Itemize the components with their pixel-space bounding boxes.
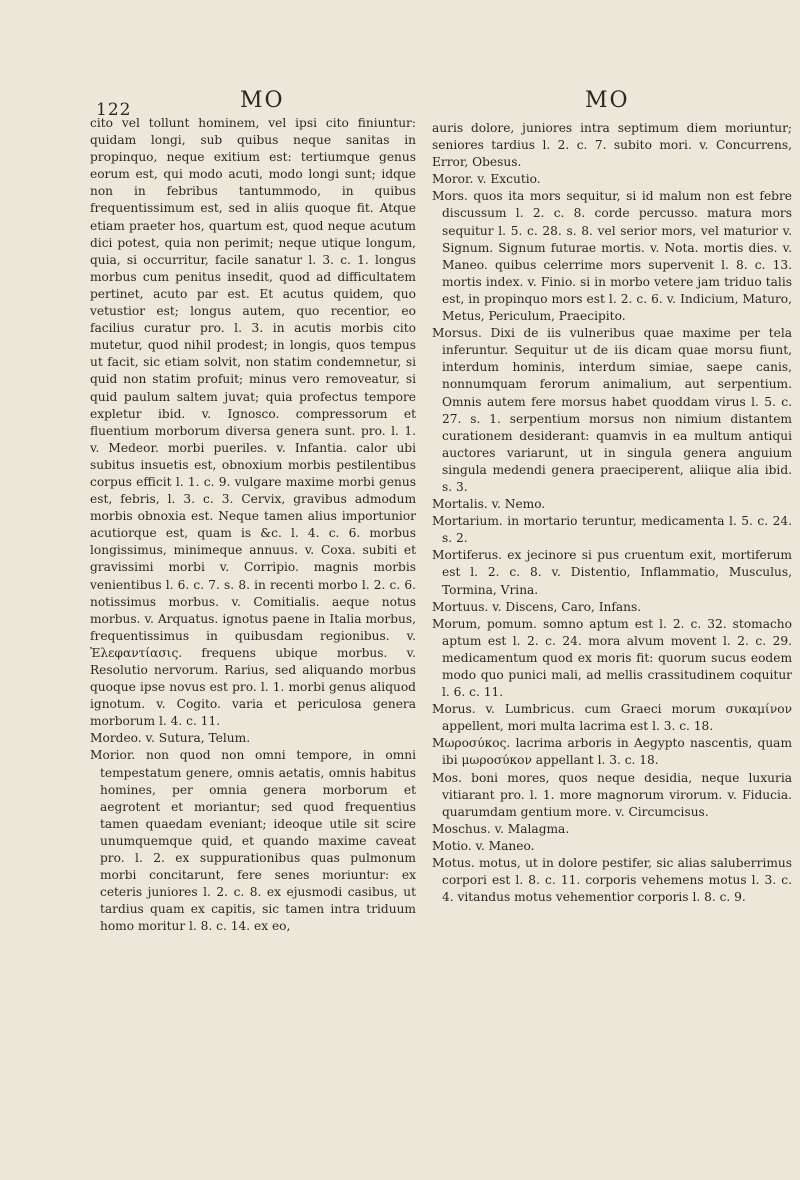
- running-header-right: MO: [585, 88, 630, 113]
- right-column-entry: Morsus. Dixi de iis vulneribus quae maxime per tela inferuntur. Sequitur ut de iis dicam quae morsu fiunt, interdum hominis, interdum simiae, saepe canis, nonnumquam ferorum animalium, aut serpentium. Omnis autem fere morsus habet quoddam virus l. 5. c. 27. s. 1. serpentium morsus non nimium distantem curationem desiderant: quamvis in ea multum antiqui auctores variarunt, ut in singula genera anguium singula medendi genera praeciperent, aliique alia ibid. s. 3.: [432, 326, 792, 494]
- right-column-entry: Mortuus. v. Discens, Caro, Infans.: [432, 599, 642, 614]
- left-column: [90, 115, 416, 936]
- right-column-entry: Moschus. v. Malagma.: [432, 821, 570, 836]
- running-header-left: MO: [240, 88, 285, 113]
- left-column-entry: cito vel tollunt hominem, vel ipsi cito finiuntur: quidam longi, sub quibus neque sanitas in propinquo, neque exitium est: tertiumque genus eorum est, qui modo acuti, modo longi sunt; idque non in febribus tantummodo, in quibus frequentissimum est, sed in aliis quoque fit. Atque etiam praeter hos, quartum est, quod neque acutum dici potest, quia non perimit; neque utique longum, quia, si occurritur, facile sanatur l. 3. c. 1. longus morbus cum penitus insedit, quod ad difficultatem pertinet, acuto par est. Et acutus quidem, quo vetustior est; longus autem, quo recentior, eo facilius curatur pro. l. 3. in acutis morbis cito mutetur, quod nihil prodest; in longis, quos tempus ut facit, sic etiam solvit, non statim condemnetur, si quid non statim profuit; minus vero removeatur, si quid paulum saltem juvat; quia profectus tempore expletur ibid. v. Ignosco. compressorum et fluentium morborum diversa genera sunt. pro. l. 1. v. Medeor. morbi pueriles. v. Infantia. calor ubi subitus insuetis est, obnoxium morbis pestilentibus corpus efficit l. 1. c. 9. vulgare maxime morbi genus est, febris, l. 3. c. 3. Cervix, gravibus admodum morbis obnoxia est. Neque tamen alius importunior acutiorque est, quam is &c. l. 4. c. 6. morbus longissimus, minimeque annuus. v. Coxa. subiti et gravissimi morbi v. Corripio. magnis morbis venientibus l. 6. c. 7. s. 8. in recenti morbo l. 2. c. 6. notissimus morbus. v. Comitialis. aeque notus morbus. v. Arquatus. ignotus paene in Italia morbus, frequentissimus in quibusdam regionibus. v. Ἐλεφαντίασις. frequens ubique morbus. v. Resolutio nervorum. Rarius, sed aliquando morbus quoque ipse novus est pro. l. 1. morbi genus aliquod ignotum. v. Cogito. varia et periculosa genera morborum l. 4. c. 11.: [90, 116, 416, 729]
- left-column-entry: Morior. non quod non omni tempore, in omni tempestatum genere, omnis aetatis, omnis habitus homines, per omnia genera morborum et aegrotent et moriantur; sed quod frequentius tamen quaedam eveniant; ideoque utile sit scire unumquemque quid, et quando maxime caveat pro. l. 2. ex suppurationibus quas pulmonum morbi concitarunt, fere senes moriuntur: ex ceteris juniores l. 2. c. 8. ex ejusmodi casibus, ut tardius quam ex capitis, sic tamen intra triduum homo moritur l. 8. c. 14. ex eo,: [90, 748, 416, 934]
- right-column-entry: Mortarium. in mortario teruntur, medicamenta l. 5. c. 24. s. 2.: [432, 514, 792, 546]
- right-column-entry: Motio. v. Maneo.: [432, 838, 535, 853]
- right-column-entry: Mors. quos ita mors sequitur, si id malum non est febre discussum l. 2. c. 8. corde percusso. matura mors sequitur l. 5. c. 28. s. 8. vel serior mors, vel maturior v. Signum. Signum futurae mortis. v. Nota. mortis dies. v. Maneo. quibus celerrime mors supervenit l. 8. c. 13. mortis index. v. Finio. si in morbo vetere jam triduo talis est, in propinquo mors est l. 2. c. 6. v. Indicium, Maturo, Metus, Periculum, Praecipito.: [432, 189, 792, 324]
- right-column-entry: Motus. motus, ut in dolore pestifer, sic alias saluberrimus corpori est l. 8. c. 11. corporis vehemens motus l. 3. c. 4. vitandus motus vehementior corporis l. 8. c. 9.: [432, 856, 792, 905]
- right-column-entry: Morus. v. Lumbricus. cum Graeci morum συκαμίνον appellent, mori multa lacrima est l. 3. c. 18.: [432, 702, 792, 734]
- right-column-entry: Mos. boni mores, quos neque desidia, neque luxuria vitiarant pro. l. 1. more magnorum virorum. v. Fiducia. quarumdam gentium more. v. Circumcisus.: [432, 770, 792, 819]
- right-column-entry: Morum, pomum. somno aptum est l. 2. c. 32. stomacho aptum est l. 2. c. 24. mora alvum movent l. 2. c. 29. medicamentum quod ex moris fit: quorum sucus eodem modo quo punici mali, ad mellis crassitudinem coquitur l. 6. c. 11.: [432, 616, 792, 700]
- page-number: 122: [96, 100, 132, 120]
- left-column-entry: Mordeo. v. Sutura, Telum.: [90, 731, 251, 746]
- right-column: [432, 120, 792, 906]
- right-column-entry: Mortiferus. ex jecinore si pus cruentum exit, mortiferum est l. 2. c. 8. v. Distentio, Inflammatio, Musculus, Tormina, Vrina.: [432, 548, 792, 597]
- right-column-entry: Mortalis. v. Nemo.: [432, 497, 546, 512]
- right-column-entry: auris dolore, juniores intra septimum diem moriuntur; seniores tardius l. 2. c. 7. subito mori. v. Concurrens, Error, Obesus.: [432, 121, 792, 170]
- right-column-entry: Μωροσύκος. lacrima arboris in Aegypto nascentis, quam ibi μωροσύκον appellant l. 3. c. 18.: [432, 736, 792, 768]
- right-column-entry: Moror. v. Excutio.: [432, 172, 541, 187]
